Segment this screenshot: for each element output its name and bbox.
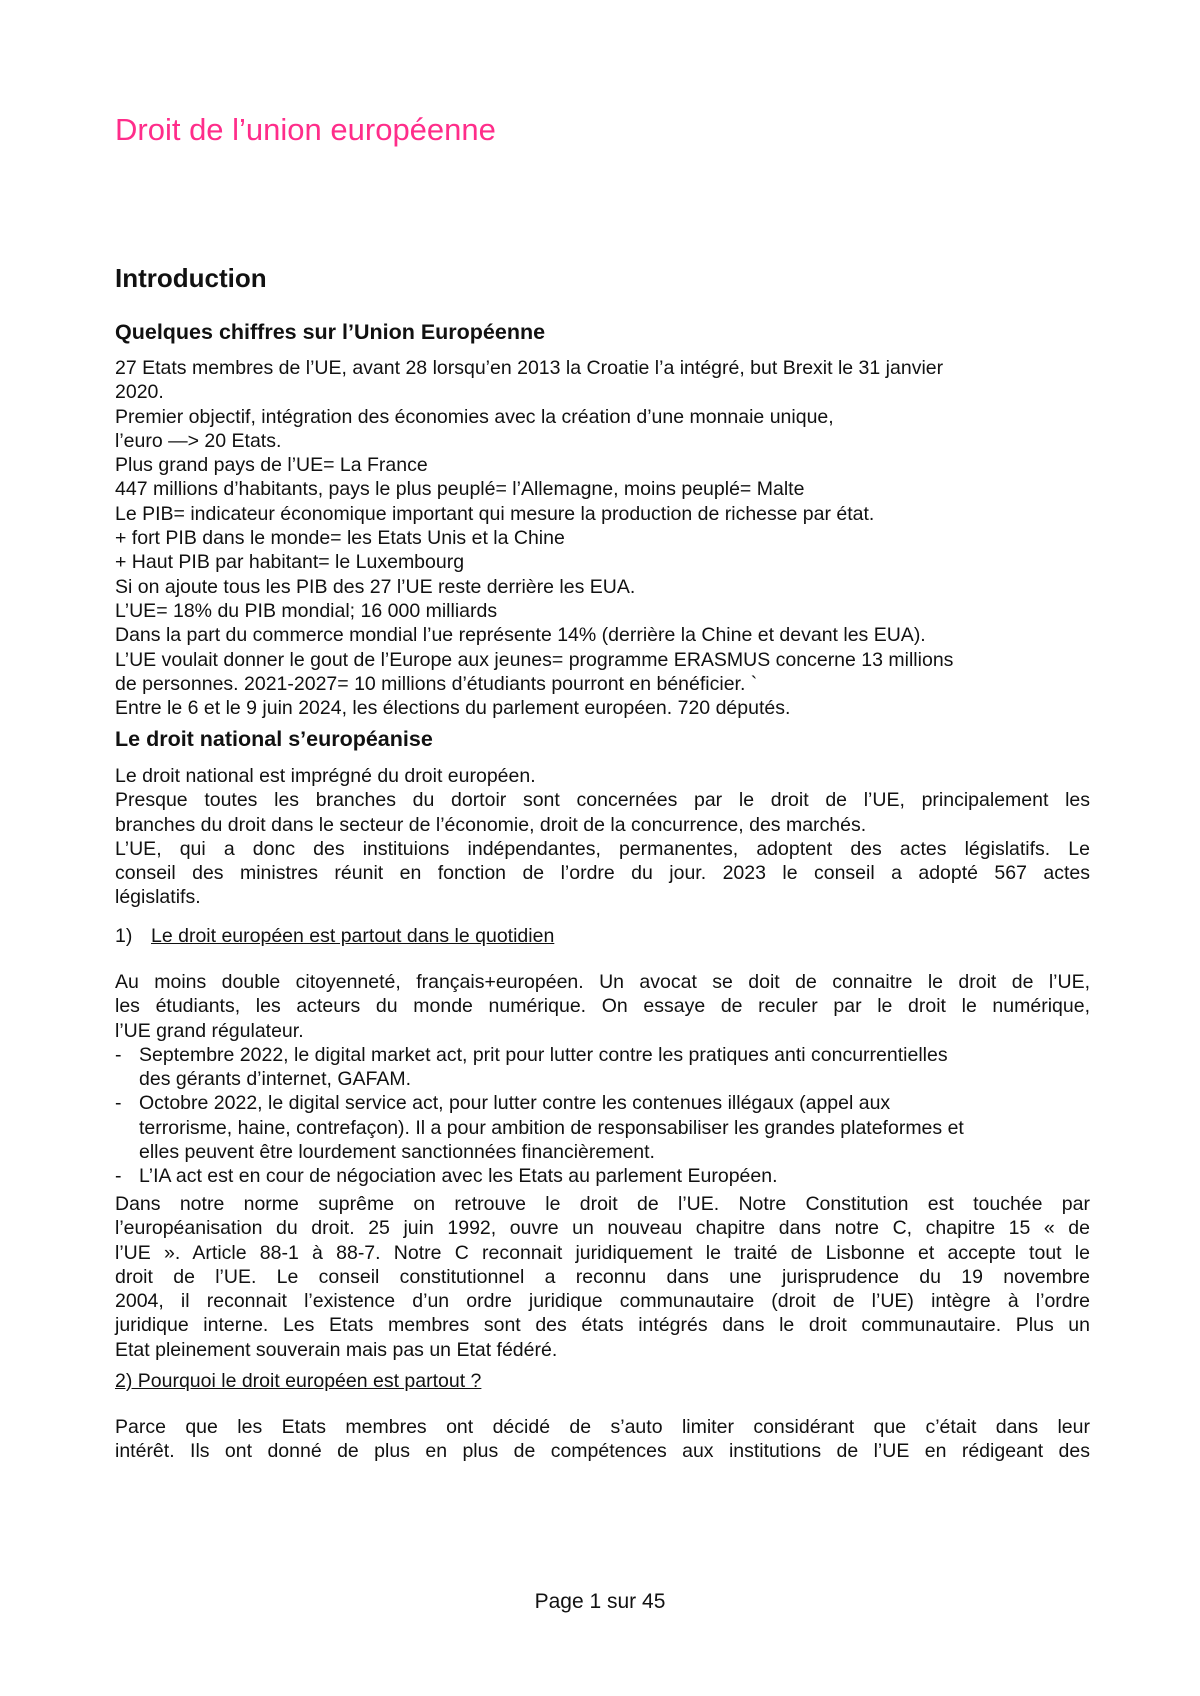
text-line: 2004, il reconnait l’existence d’un ordre juridique communautaire (droit de l’UE) intègre à l’ordre [115, 1290, 1090, 1313]
text-line: intérêt. Ils ont donné de plus en plus de compétences aux institutions de l’UE en rédigeant des [115, 1440, 1090, 1463]
text-line: L’UE voulait donner le gout de l’Europe aux jeunes= programme ERASMUS concerne 13 millions [115, 648, 954, 671]
section-heading-national-law: Le droit national s’européanise [115, 727, 433, 751]
text-line: Octobre 2022, le digital service act, pour lutter contre les contenues illégaux (appel aux [139, 1092, 891, 1115]
text-line: Etat pleinement souverain mais pas un Etat fédéré. [115, 1338, 558, 1361]
text-line: L’IA act est en cour de négociation avec les Etats au parlement Européen. [139, 1165, 778, 1188]
national-law-text [115, 764, 1090, 910]
text-line: + fort PIB dans le monde= les Etats Unis et la Chine [115, 527, 565, 550]
bullet-dash: - [115, 1165, 122, 1188]
text-line: Parce que les Etats membres ont décidé de s’auto limiter considérant que c’était dans leur [115, 1416, 1090, 1438]
bullet-dash: - [115, 1043, 122, 1066]
text-line: juridique interne. Les Etats membres sont des états intégrés dans le droit communautaire. Plus un [115, 1314, 1090, 1337]
text-line: elles peuvent être lourdement sanctionnées financièrement. [139, 1141, 655, 1164]
text-line: 447 millions d’habitants, pays le plus peuplé= l’Allemagne, moins peuplé= Malte [115, 478, 805, 501]
text-line: + Haut PIB par habitant= le Luxembourg [115, 551, 465, 574]
text-line: 2020. [115, 381, 164, 404]
text-line: législatifs. [115, 886, 201, 909]
text-line: L’UE= 18% du PIB mondial; 16 000 milliards [115, 599, 498, 622]
text-line: droit de l’UE. Le conseil constitutionnel a reconnu dans une jurisprudence du 19 novembre [115, 1265, 1090, 1288]
constitution-paragraph [115, 1192, 1090, 1362]
text-line: Le PIB= indicateur économique important qui mesure la production de richesse par état. [115, 502, 875, 525]
text-line: Dans la part du commerce mondial l’ue représente 14% (derrière la Chine et devant les EUA). [115, 624, 926, 647]
text-line: Le droit national est imprégné du droit européen. [115, 765, 536, 787]
text-line: l’euro —> 20 Etats. [115, 429, 282, 452]
text-line: l’UE ». Article 88-1 à 88-7. Notre C reconnait juridiquement le traité de Lisbonne et accepte tout le [115, 1241, 1090, 1264]
text-line: l’européanisation du droit. 25 juin 1992, ouvre un nouveau chapitre dans notre C, chapitre 15 « de [115, 1217, 1090, 1240]
text-line: Entre le 6 et le 9 juin 2024, les élections du parlement européen. 720 députés. [115, 697, 791, 720]
point-1-title: Le droit européen est partout dans le quotidien [151, 925, 555, 947]
page-number: Page 1 sur 45 [534, 1590, 666, 1613]
text-line: Plus grand pays de l’UE= La France [115, 454, 428, 477]
text-line: Si on ajoute tous les PIB des 27 l’UE reste derrière les EUA. [115, 575, 636, 598]
text-line: des gérants d’internet, GAFAM. [139, 1068, 412, 1091]
text-line: 27 Etats membres de l’UE, avant 28 lorsqu’en 2013 la Croatie l’a intégré, but Brexit le 31 janvier [115, 357, 944, 379]
text-line: L’UE, qui a donc des instituions indépendantes, permanentes, adoptent des actes législatifs. Le [115, 837, 1090, 860]
text-line: Septembre 2022, le digital market act, prit pour lutter contre les pratiques anti concurrentielles [139, 1043, 948, 1066]
text-line: Dans notre norme suprême on retrouve le droit de l’UE. Notre Constitution est touchée par [115, 1193, 1090, 1215]
list-item [115, 1043, 1090, 1092]
point-2-text [115, 1415, 1090, 1464]
text-line: de personnes. 2021-2027= 10 millions d’étudiants pourront en bénéficier. ` [115, 672, 758, 695]
figures-subheading: Quelques chiffres sur l’Union Européenne [115, 320, 546, 344]
intro-figures-text [115, 356, 1090, 720]
text-line: Presque toutes les branches du dortoir sont concernées par le droit de l’UE, principalement les [115, 789, 1090, 812]
bullet-dash: - [115, 1092, 122, 1115]
introduction-heading: Introduction [115, 263, 267, 293]
point-1-number: 1) [115, 925, 133, 947]
text-line: les étudiants, les acteurs du monde numérique. On essaye de reculer par le droit le numérique, [115, 995, 1090, 1018]
text-line: l’UE grand régulateur. [115, 1019, 304, 1042]
text-line: Premier objectif, intégration des économies avec la création d’une monnaie unique, [115, 405, 834, 428]
text-line: conseil des ministres réunit en fonction de l’ordre du jour. 2023 le conseil a adopté 567 actes [115, 862, 1090, 885]
list-item [115, 1091, 1090, 1164]
list-item [115, 1164, 1090, 1188]
point-1-text [115, 970, 1090, 1189]
document-title: Droit de l’union européenne [115, 112, 496, 147]
text-line: Au moins double citoyenneté, français+européen. Un avocat se doit de connaitre le droit de l’UE, [115, 971, 1090, 993]
point-2-heading: 2) Pourquoi le droit européen est partout ? [115, 1370, 482, 1392]
text-line: terrorisme, haine, contrefaçon). Il a pour ambition de responsabiliser les grandes plateformes et [139, 1116, 964, 1139]
text-line: branches du droit dans le secteur de l’économie, droit de la concurrence, des marchés. [115, 813, 867, 836]
point-1-heading [115, 925, 554, 948]
